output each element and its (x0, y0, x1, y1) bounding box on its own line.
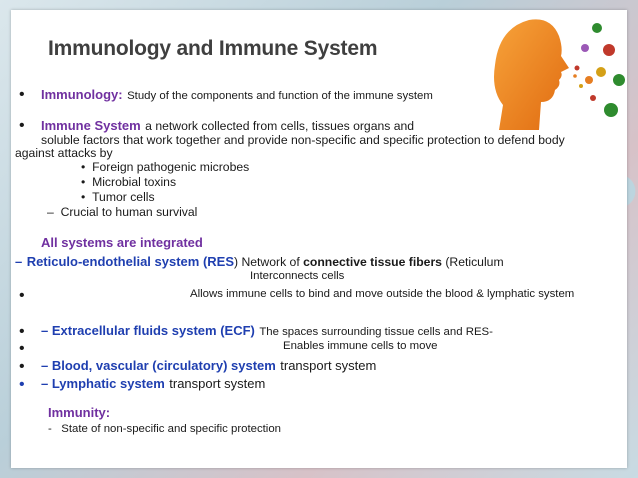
res-line (15, 253, 504, 271)
res-dash: – (15, 254, 23, 269)
bullet: • (19, 86, 25, 103)
list-bullet: • (81, 175, 86, 189)
res-bold: connective tissue fibers (303, 255, 442, 269)
immune-system-line2: soluble factors that work together and provide non-specific and specific protection to defend body (41, 133, 565, 147)
immunity-item (48, 423, 281, 435)
head-illustration (481, 10, 627, 140)
slide (11, 10, 627, 468)
bullet: • (19, 323, 25, 340)
immunity-text: State of non-specific and specific protection (61, 423, 282, 435)
ecf-line2: Enables immune cells to move (283, 340, 438, 352)
res-close: ) (234, 255, 239, 269)
res-text2: (Reticulum (441, 255, 504, 269)
blood-term: – Blood, vascular (circulatory) system (41, 358, 276, 373)
list-bullet: • (81, 190, 86, 204)
list-item-text: Microbial toxins (92, 175, 177, 189)
dash: – (47, 205, 54, 219)
immune-system-definition: a network collected from cells, tissues organs and (145, 119, 415, 133)
dash: - (48, 423, 52, 435)
bullet: • (19, 287, 25, 304)
integrated-heading: All systems are integrated (41, 235, 203, 250)
list-item-text: Foreign pathogenic microbes (92, 160, 250, 174)
survival-item (47, 205, 197, 219)
ecf-term: – Extracellular fluids system (ECF) (41, 323, 255, 338)
immunology-term: Immunology: (41, 87, 123, 102)
list-item-text: Tumor cells (92, 190, 155, 204)
list-bullet: • (81, 160, 86, 174)
bullet: • (19, 358, 25, 375)
ecf-text: The spaces surrounding tissue cells and RES- (259, 326, 493, 338)
res-line3: Allows immune cells to bind and move outside the blood & lymphatic system (190, 288, 575, 300)
lymph-text: transport system (169, 376, 266, 391)
face-profile-icon (481, 10, 627, 140)
immune-system-line3: against attacks by (15, 146, 113, 160)
survival-text: Crucial to human survival (60, 205, 198, 219)
bullet: • (19, 376, 25, 393)
immunity-heading: Immunity: (48, 405, 111, 420)
list-item (81, 175, 176, 189)
bullet: • (19, 340, 25, 357)
bullet: • (19, 117, 25, 134)
list-item (81, 190, 155, 204)
res-term: Reticulo-endothelial system (RES (26, 254, 235, 269)
list-item (81, 160, 249, 174)
slide-title: Immunology and Immune System (48, 37, 378, 60)
immune-system-term: Immune System (41, 118, 141, 133)
res-line2: Interconnects cells (250, 270, 345, 282)
lymph-term: – Lymphatic system (41, 376, 165, 391)
blood-text: transport system (280, 358, 377, 373)
res-text1: Network of (238, 255, 304, 269)
immunology-definition: Study of the components and function of the immune system (127, 90, 433, 102)
